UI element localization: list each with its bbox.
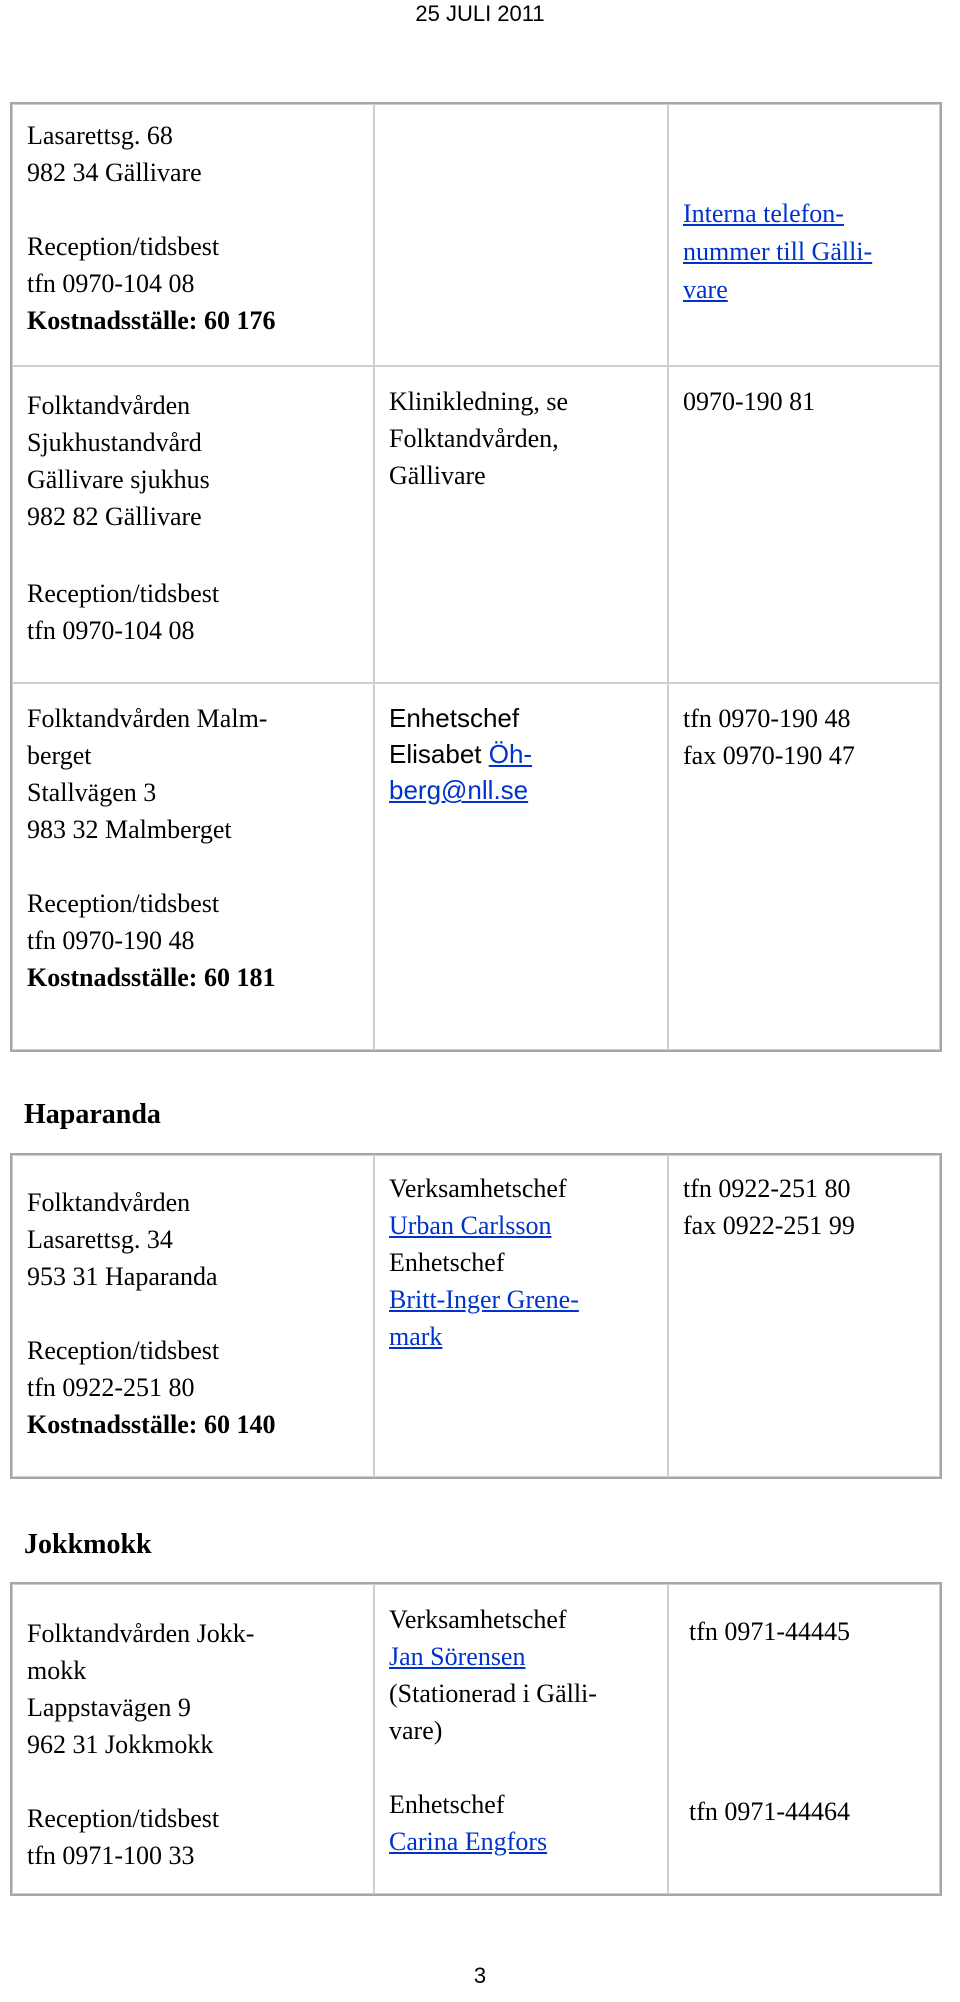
phone-cell xyxy=(668,1584,940,1894)
address-line: Lappstavägen 9 xyxy=(27,1693,191,1722)
contact-person xyxy=(389,736,653,772)
phone-number: tfn 0970-104 08 xyxy=(27,269,195,298)
reception-label: Reception/tidsbest xyxy=(27,1336,220,1365)
page-date: 25 JULI 2011 xyxy=(415,1,545,26)
table-row xyxy=(12,104,940,366)
address-cell xyxy=(12,1155,374,1477)
person-link[interactable]: Urban Carlsson xyxy=(389,1211,552,1240)
phone-number: tfn 0922-251 80 xyxy=(27,1373,195,1402)
role-title: Enhetschef xyxy=(389,703,520,733)
address-line: 983 32 Malmberget xyxy=(27,815,232,844)
role-title: Verksamhetschef xyxy=(389,1174,567,1203)
management-note: Folktandvården, xyxy=(389,424,559,453)
haparanda-table xyxy=(10,1153,942,1479)
table-row xyxy=(12,1155,940,1477)
table-row xyxy=(12,1584,940,1894)
phone-number: tfn 0971-44464 xyxy=(689,1797,851,1826)
management-note: Gällivare xyxy=(389,461,486,490)
person-link[interactable]: Britt-Inger Grene- xyxy=(389,1285,579,1314)
address-line: 962 31 Jokkmokk xyxy=(27,1730,214,1759)
address-cell xyxy=(12,104,374,366)
link-line: nummer till Gälli- xyxy=(683,237,873,266)
jokkmokk-table xyxy=(10,1582,942,1896)
person-link[interactable]: Carina Engfors xyxy=(389,1827,548,1856)
contact-person xyxy=(389,772,653,808)
internal-phone-link[interactable] xyxy=(683,199,872,304)
person-name: Elisabet xyxy=(389,739,489,769)
address-line: Stallvägen 3 xyxy=(27,778,157,807)
address-line: Gällivare sjukhus xyxy=(27,465,210,494)
gallivare-table xyxy=(10,102,942,1052)
reception-label: Reception/tidsbest xyxy=(27,232,220,261)
address-line: Folktandvården xyxy=(27,1188,191,1217)
contact-cell xyxy=(374,1155,668,1477)
location-note: vare) xyxy=(389,1716,443,1745)
address-cell xyxy=(12,683,374,1050)
contact-cell xyxy=(374,366,668,683)
cost-center: Kostnadsställe: 60 181 xyxy=(27,963,276,992)
email-link[interactable]: Öh- xyxy=(488,739,533,769)
fax-number: fax 0970-190 47 xyxy=(683,741,855,770)
role-title: Enhetschef xyxy=(389,1248,505,1277)
section-heading-jokkmokk: Jokkmokk xyxy=(24,1529,152,1560)
phone-number: tfn 0970-190 48 xyxy=(27,926,195,955)
address-line: Folktandvården Malm- xyxy=(27,704,268,733)
fax-number: fax 0922-251 99 xyxy=(683,1211,855,1240)
reception-label: Reception/tidsbest xyxy=(27,579,220,608)
address-cell xyxy=(12,366,374,683)
person-link[interactable]: mark xyxy=(389,1322,443,1351)
phone-cell xyxy=(668,683,940,1050)
internal-phone-cell xyxy=(668,104,940,366)
address-line: 982 34 Gällivare xyxy=(27,158,202,187)
role-title: Enhetschef xyxy=(389,1790,505,1819)
phone-number: tfn 0971-100 33 xyxy=(27,1841,195,1870)
phone-number: tfn 0970-190 48 xyxy=(683,704,851,733)
page-number: 3 xyxy=(473,1963,487,1988)
reception-label: Reception/tidsbest xyxy=(27,889,220,918)
address-line: berget xyxy=(27,741,92,770)
link-line: vare xyxy=(683,275,728,304)
person-link[interactable]: Jan Sörensen xyxy=(389,1642,526,1671)
contact-cell xyxy=(374,683,668,1050)
email-link[interactable]: berg@nll.se xyxy=(389,775,529,805)
table-row xyxy=(12,366,940,683)
address-line: 953 31 Haparanda xyxy=(27,1262,218,1291)
phone-number: 0970-190 81 xyxy=(683,387,816,416)
phone-cell xyxy=(668,366,940,683)
address-line: Sjukhustandvård xyxy=(27,428,202,457)
address-line: Folktandvården Jokk- xyxy=(27,1619,255,1648)
address-line: 982 82 Gällivare xyxy=(27,502,202,531)
phone-number: tfn 0971-44445 xyxy=(689,1617,851,1646)
address-line: mokk xyxy=(27,1656,87,1685)
contact-cell xyxy=(374,1584,668,1894)
reception-label: Reception/tidsbest xyxy=(27,1804,220,1833)
management-note: Klinikledning, se xyxy=(389,387,569,416)
phone-number: tfn 0922-251 80 xyxy=(683,1174,851,1203)
table-row xyxy=(12,683,940,1050)
phone-cell xyxy=(668,1155,940,1477)
role-title: Verksamhetschef xyxy=(389,1605,567,1634)
cost-center: Kostnadsställe: 60 176 xyxy=(27,306,276,335)
address-line: Lasarettsg. 68 xyxy=(27,121,173,150)
address-cell xyxy=(12,1584,374,1894)
phone-number: tfn 0970-104 08 xyxy=(27,616,195,645)
address-line: Lasarettsg. 34 xyxy=(27,1225,173,1254)
link-line: Interna telefon- xyxy=(683,199,844,228)
section-heading-haparanda: Haparanda xyxy=(24,1099,161,1130)
location-note: (Stationerad i Gälli- xyxy=(389,1679,597,1708)
cost-center: Kostnadsställe: 60 140 xyxy=(27,1410,276,1439)
address-line: Folktandvården xyxy=(27,391,191,420)
contact-cell xyxy=(374,104,668,366)
